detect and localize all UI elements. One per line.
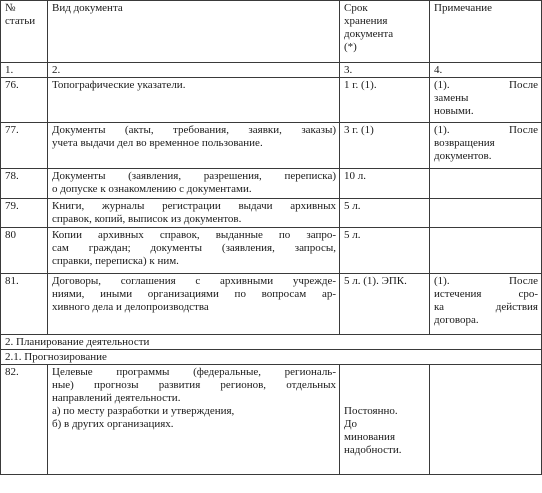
- index-note: 4.: [430, 63, 542, 78]
- table-row: [1, 123, 542, 169]
- row-note: [430, 365, 542, 475]
- row-num: 79.: [1, 199, 48, 228]
- header-note-label: Примечание: [434, 2, 492, 14]
- header-num: [1, 1, 48, 63]
- header-term-line: (*): [344, 41, 357, 53]
- row-num: 81.: [1, 274, 48, 335]
- row-term: 1 г. (1).: [340, 78, 430, 123]
- row-term-a: Постоянно.: [344, 405, 398, 417]
- row-term: [340, 365, 430, 475]
- section-row: [1, 335, 542, 350]
- row-type-line: о допуске к ознакомлению с документами.: [52, 183, 252, 195]
- row-note: [430, 123, 542, 169]
- table-row: [1, 199, 542, 228]
- row-type-line: Копии архивных справок, выданные по запро-: [52, 229, 336, 241]
- row-note: [430, 169, 542, 199]
- row-type-line: Документы (акты, требования, заявки, заказы): [52, 124, 336, 136]
- row-num: 76.: [1, 78, 48, 123]
- term-spacer: [344, 379, 426, 392]
- row-note-line: истечения сро-: [434, 288, 538, 300]
- row-note-line: (1). После: [434, 275, 538, 287]
- row-term: 5 л.: [340, 228, 430, 274]
- row-type: [48, 228, 340, 274]
- row-note: [430, 274, 542, 335]
- row-type: [48, 169, 340, 199]
- row-term: 3 г. (1): [340, 123, 430, 169]
- header-type: [48, 1, 340, 63]
- row-num: 82.: [1, 365, 48, 475]
- header-term-line: Срок: [344, 2, 368, 14]
- row-term-b-line: надобности.: [344, 444, 402, 456]
- row-type-line: ниями, иными организациями по вопросам ар-: [52, 288, 336, 300]
- row-type: [48, 123, 340, 169]
- header-term-line: документа: [344, 28, 394, 40]
- row-term-b-line: До: [344, 418, 358, 430]
- header-note: [430, 1, 542, 63]
- row-type: [48, 78, 340, 123]
- row-term-b-line: минования: [344, 431, 395, 443]
- term-spacer: [344, 366, 426, 379]
- row-term: 10 л.: [340, 169, 430, 199]
- row-type: [48, 274, 340, 335]
- row-type-line: Топографические указатели.: [52, 79, 186, 91]
- header-term: [340, 1, 430, 63]
- row-type-line: направлений деятельности.: [52, 392, 181, 404]
- row-type-line: хивного дела и делопроизводства: [52, 301, 209, 313]
- row-note: [430, 199, 542, 228]
- row-type-line: справки, переписка) к ним.: [52, 255, 179, 267]
- subsection-row: [1, 350, 542, 365]
- row-num: 77.: [1, 123, 48, 169]
- row-note-line: договора.: [434, 314, 479, 326]
- row-type-line: Договоры, соглашения с архивными учрежде-: [52, 275, 336, 287]
- row-type: [48, 365, 340, 475]
- row-type-line: справок, копий, выписок из документов.: [52, 213, 242, 225]
- row-type-subitem-b: б) в других организациях.: [52, 418, 174, 430]
- row-note: [430, 228, 542, 274]
- header-type-label: Вид документа: [52, 2, 123, 14]
- index-num: 1.: [1, 63, 48, 78]
- subsection-title: 2.1. Прогнозирование: [1, 350, 542, 365]
- header-num-line: №: [5, 2, 16, 14]
- row-note-line: (1). После: [434, 124, 538, 136]
- row-note: [430, 78, 542, 123]
- table-row: [1, 365, 542, 475]
- row-note-line: возвращения: [434, 137, 495, 149]
- row-note-line: ка действия: [434, 301, 538, 313]
- row-num: 80: [1, 228, 48, 274]
- index-term: 3.: [340, 63, 430, 78]
- section-title: 2. Планирование деятельности: [1, 335, 542, 350]
- header-num-line: статьи: [5, 15, 36, 27]
- row-type: [48, 199, 340, 228]
- header-term-line: хранения: [344, 15, 388, 27]
- row-note-line: замены: [434, 92, 469, 104]
- row-note-line: (1). После: [434, 79, 538, 91]
- row-type-line: сам граждан; документы (заявления, запросы,: [52, 242, 336, 254]
- row-type-line: Документы (заявления, разрешения, переписка): [52, 170, 336, 182]
- row-type-line: Целевые программы (федеральные, региональ-: [52, 366, 336, 378]
- row-type-line: ные) прогнозы развития регионов, отдельных: [52, 379, 336, 391]
- row-type-line: Книги, журналы регистрации выдачи архивных: [52, 200, 336, 212]
- row-type-subitem-a: а) по месту разработки и утверждения,: [52, 405, 235, 417]
- row-type-line: учета выдачи дел во временное пользование.: [52, 137, 263, 149]
- row-term: 5 л. (1). ЭПК.: [340, 274, 430, 335]
- row-term: 5 л.: [340, 199, 430, 228]
- table-row: [1, 78, 542, 123]
- table-header-row: [1, 1, 542, 63]
- table-row: [1, 228, 542, 274]
- row-num: 78.: [1, 169, 48, 199]
- row-note-line: документов.: [434, 150, 492, 162]
- row-note-line: новыми.: [434, 105, 474, 117]
- index-type: 2.: [48, 63, 340, 78]
- table-row: [1, 274, 542, 335]
- term-spacer: [344, 392, 426, 405]
- table-row: [1, 169, 542, 199]
- column-index-row: [1, 63, 542, 78]
